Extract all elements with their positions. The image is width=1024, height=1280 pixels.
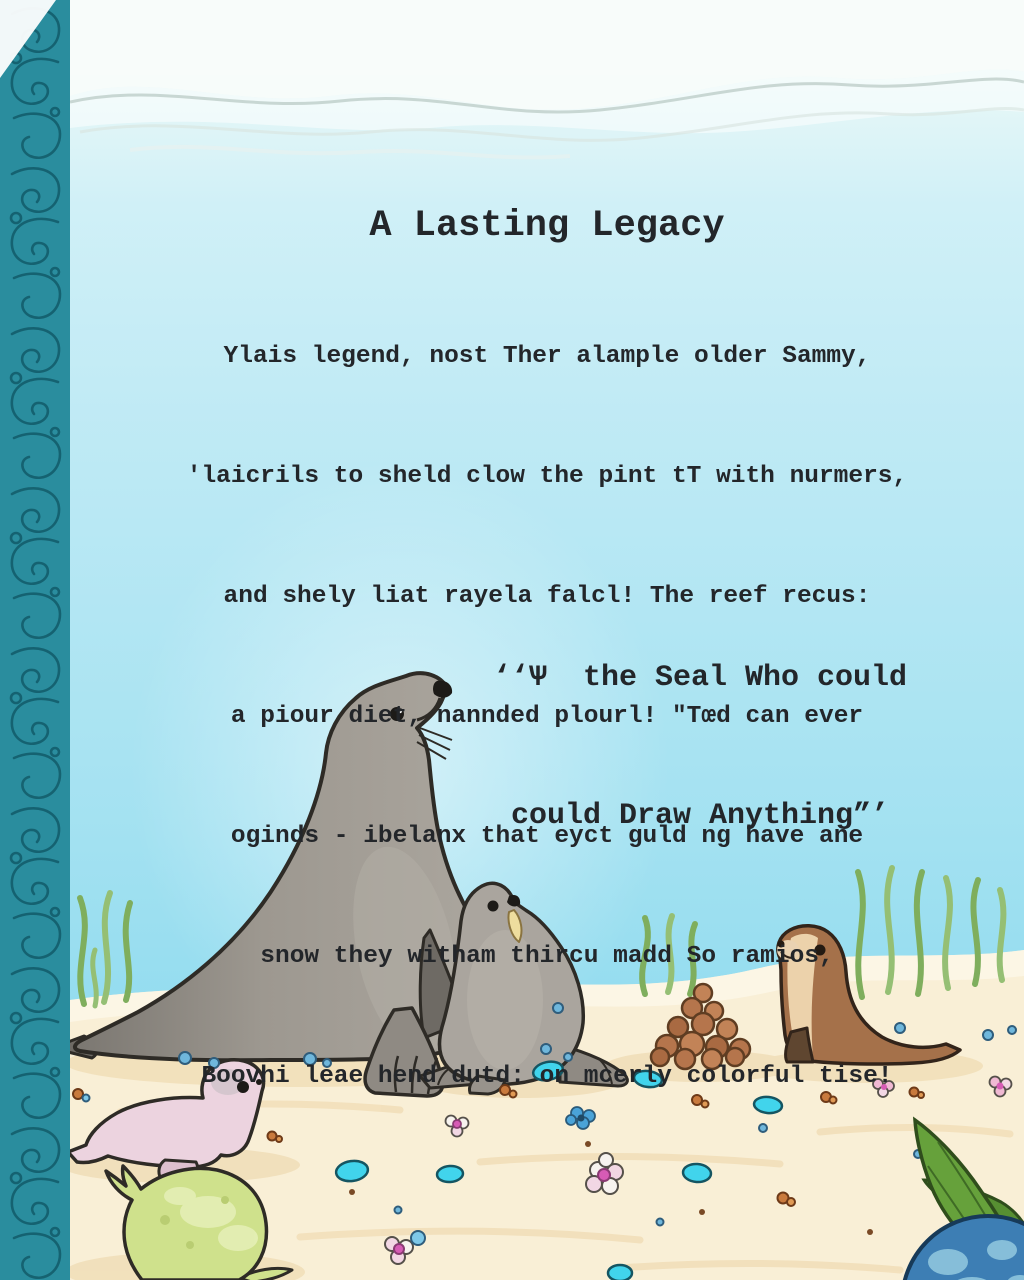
story-quote xyxy=(420,563,980,931)
green-seal-body xyxy=(106,1166,266,1280)
story-line: oginds - ibelanx that eyct guld ng have ane xyxy=(230,823,864,850)
story-line: snow they witham thircu madd So ramios, xyxy=(260,943,834,970)
story-line: a piour diet, nannded plourl! "Tœd can ever xyxy=(230,703,864,730)
quote-line: ‘‘Ѱ the Seal Who could xyxy=(492,661,908,695)
story-line: Boovhi leae hend dutd: on mcerly colorful tise! xyxy=(201,1063,893,1090)
story-line: 'laicrils to sheld clow the pint tT with nurmers, xyxy=(186,463,908,490)
decorative-border xyxy=(0,0,70,1280)
quote-line: could Draw Anything”’ xyxy=(510,799,890,833)
story-text-layer xyxy=(70,0,1024,1090)
story-line: and shely liat rayela falcl! The reef recus: xyxy=(223,583,871,610)
page-title: A Lasting Legacy xyxy=(369,204,725,247)
story-line: Ylais legend, nost Ther alample older Sammy, xyxy=(223,343,871,370)
